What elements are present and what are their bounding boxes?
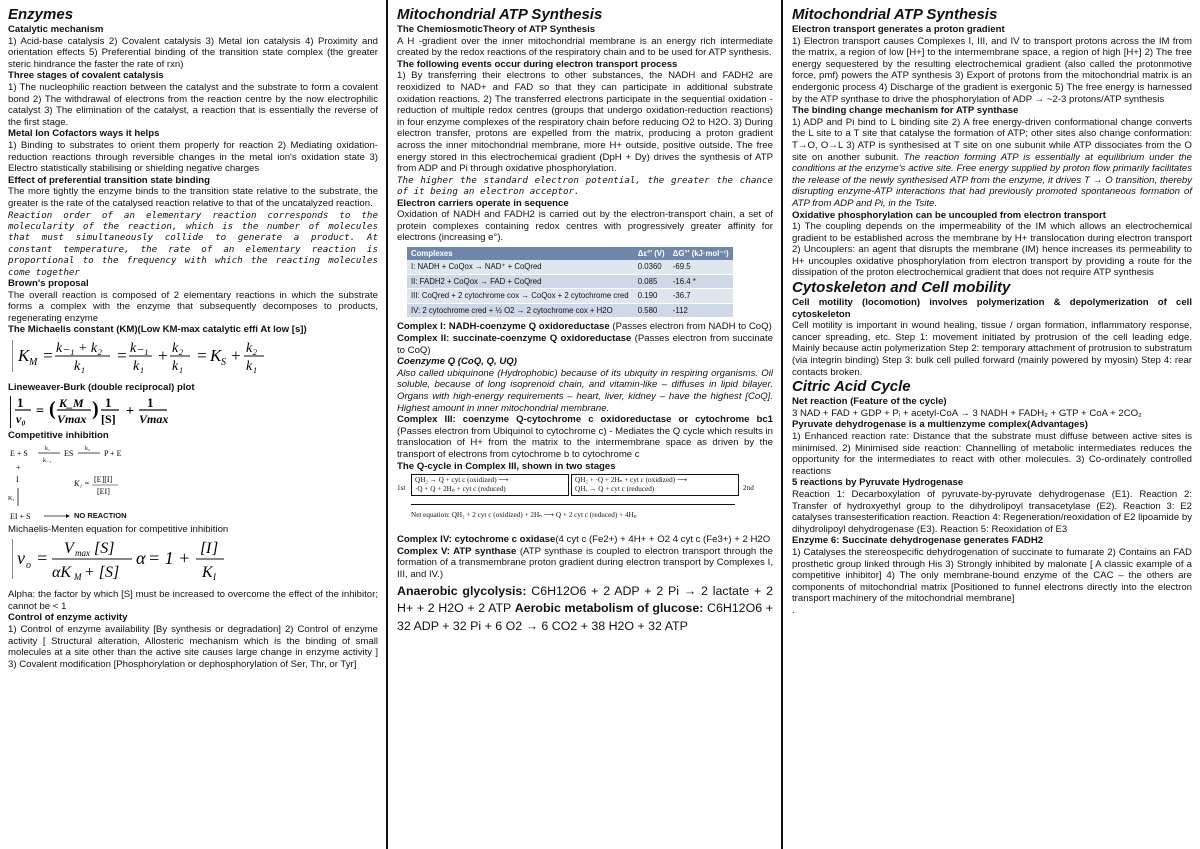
svg-text:I: I bbox=[16, 474, 19, 484]
svg-text:[E][I]: [E][I] bbox=[94, 474, 113, 484]
svg-text:1: 1 bbox=[147, 395, 154, 410]
complex-5-text: (ATP synthase is coupled to electron transport through the formation of a transmembrane proton gradient during electron transport by Complexes I, III, and IV.) bbox=[397, 545, 774, 580]
text-preferential-binding: The more tightly the enzyme binds to the transition state relative to the substrate, the greater is the rate of the catalysed reaction relative to that of the uncatalyzed reaction. bbox=[8, 186, 378, 209]
svg-text:Vmax: Vmax bbox=[139, 411, 169, 426]
svg-text:V: V bbox=[64, 540, 74, 558]
heading-michaelis-constant: The Michaelis constant (KM)(Low KM-max catalytic effi At low [s]) bbox=[8, 324, 307, 336]
heading-binding-change: The binding change mechanism for ATP synthase bbox=[792, 105, 1019, 117]
text-enzyme-6: 1) Catalyses the stereospecific dehydrogenation of succinate to fumarate 2) Contains an FAD prosthetic group linked through His 3) Strongly inhibited by malonate [ A classic example of a competitive inhibitor] 4) The only membrane-bound enzyme of the CAC – the others are components of mitochondrial matrix [Positioned to funnel electrons directly into the electron transport machinery of the mitochondrial membrane] bbox=[792, 546, 1192, 605]
heading-mm-competitive: Michaelis-Menten equation for competitive inhibition bbox=[8, 523, 229, 535]
svg-text:α: α bbox=[136, 548, 146, 569]
q-cycle-net-box bbox=[411, 504, 735, 520]
section-title-mito-atp-2: Mitochondrial ATP Synthesis bbox=[792, 6, 998, 23]
heading-cell-motility: Cell motility (locomotion) involves polymerization & depolymerization of cell cytoskeleton bbox=[792, 297, 1192, 320]
trailing-dot: . bbox=[792, 604, 795, 616]
text-alpha: Alpha: the factor by which [S] must be increased to overcome the effect of the inhibitor; cannot be < 1 bbox=[8, 589, 378, 612]
heading-five-reactions: 5 reactions by Pyruvate Hydrogenase bbox=[792, 477, 964, 489]
q-cycle-diagram bbox=[397, 474, 773, 532]
glycolysis-equations bbox=[397, 583, 773, 636]
heading-q-cycle: The Q-cycle in Complex III, shown in two stages bbox=[397, 460, 616, 472]
svg-text:I: I bbox=[206, 540, 212, 558]
text-events: 1) By transferring their electrons to other substances, the NADH and FADH2 are reoxidized to NAD+ and FAD so that they can participate in additional substrate oxidation reactions. 2) The transferred electrons participate in the sequential oxidation - reduction of multiple redox centres (groups that undergo oxidation-reduction reactions) in four enzyme complexes of the respiratory chain before reducing O2 to H2O. 3) During electron transfer, protons are expelled from the matrix, producing a proton gradient across the inner mitochondrial membrane, more H+ outside, positive outside. The free energy stored in this electrochemical gradient (DpH + Dy) drives the synthesis of ATP from ADP and Pi through oxidative phosphorylation. bbox=[397, 70, 773, 175]
text-three-stages: 1) The nucleophilic reaction between the catalyst and the substrate to form a covalent bond 2) The withdrawal of electrons from the reaction centre by the now electrophilic catalyst 3) The elimination of the catalyst, a reaction that is essentially the reverse of the first stage. bbox=[8, 81, 378, 128]
q-cycle-net-equation: Net equation: QH₂ + 2 cyt c (oxidized) + 2Hₙ ⟶ Q + 2 cyt c (reduced) + 4Hₚ bbox=[411, 511, 637, 520]
svg-text:k₁: k₁ bbox=[172, 358, 184, 374]
text-control-enzyme: 1) Control of enzyme availability [By synthesis or degradation] 2) Control of enzyme activity [ Structural alteration, Allosteric mechanism which is the binding of small molecules at a site other than the active site causes large change in enzyme activity ] 3) Covalent modification [Phosphorylation or dephosphorylation of Ser, Thr, or Tyr] bbox=[8, 624, 378, 670]
equation-mm-competitive bbox=[12, 537, 378, 587]
table-cell: -69.5 bbox=[669, 260, 733, 274]
table-row bbox=[407, 274, 733, 289]
complex-1-heading: Complex I: NADH-coenzyme Q oxidoreductase bbox=[397, 321, 610, 333]
q-cycle-stage-2-box bbox=[571, 474, 739, 496]
section-title-cytoskeleton: Cytoskeleton and Cell mobility bbox=[792, 279, 1011, 297]
svg-text:K_M: K_M bbox=[59, 395, 84, 410]
svg-text:S: S bbox=[221, 356, 226, 368]
svg-text:k₋₁ + k₂: k₋₁ + k₂ bbox=[56, 340, 102, 356]
svg-text:k₁: k₁ bbox=[45, 445, 51, 452]
svg-text:αK: αK bbox=[52, 564, 72, 582]
text-browns-proposal: The overall reaction is composed of 2 elementary reactions in which the substrate forms a complex with the enzyme that subsequently decomposes to products, regenerating enzyme bbox=[8, 289, 378, 324]
svg-text:[EI]: [EI] bbox=[97, 486, 110, 496]
mm-comp-equation-graphic bbox=[12, 537, 272, 581]
text-net-reaction: 3 NAD + FAD + GDP + Pᵢ + acetyl-CoA → 3 NADH + FADH₂ + GTP + CoA + 2CO₂ bbox=[792, 407, 1142, 419]
heading-control-enzyme: Control of enzyme activity bbox=[8, 612, 128, 624]
text-proton-gradient: 1) Electron transport causes Complexes I, III, and IV to transport protons across the IM from the matrix, a region of low [H+] to the intermembrane space, a region of high [H+] 2) The free energy sequestered by the resulting electrochemical gradient (also called the protonmotive force, pmf) powers the ATP synthesis 3) Export of protons from the mitochondrial matrix is an endergonic process 4) Discharge of the gradient is exergonic 5) The free energy is harnessed by the ATP synthase to drive the phosphorylation of ADP → ~2-3 protons/ATP synthesis bbox=[792, 35, 1192, 105]
complex-4-heading: Complex IV: cytochrome c oxidase bbox=[397, 534, 556, 546]
anaerobic-equation: C6H12O6 + 2 ADP + 2 Pi → 2 lactate + 2 H+ + 2 H2O + 2 ATP bbox=[397, 583, 773, 615]
text-uncoupled: 1) The coupling depends on the impermeability of the IM which allows an electrochemical gradient to be established across the membrane by H+ translocation during electron transport 2) Uncouplers: an agent that disrupts the membrane (IM) hence increases its permeability to H+ uncouples oxidative phosphorylation from electron transport by providing a route for the dissipation of the proton electrochemical gradient that does not require ATP synthesis bbox=[792, 221, 1192, 279]
svg-text:+: + bbox=[126, 403, 134, 419]
svg-text:[: [ bbox=[200, 540, 207, 558]
heading-proton-gradient: Electron transport generates a proton gradient bbox=[792, 24, 1005, 35]
svg-text:k₂: k₂ bbox=[246, 340, 258, 356]
section-title-mito-atp: Mitochondrial ATP Synthesis bbox=[397, 6, 603, 23]
heading-uncoupled: Oxidative phosphorylation can be uncoupled from electron transport bbox=[792, 209, 1106, 221]
text-metal-ion: 1) Binding to substrates to orient them properly for reaction 2) Mediating oxidation-reduction reactions through reversible changes in the metal ion's oxidation state 3) Electro statistically stabilising or shielding negative charges bbox=[8, 139, 378, 175]
heading-three-stages: Three stages of covalent catalysis bbox=[8, 70, 164, 82]
q-cycle-stage-2-label: 2nd bbox=[743, 484, 754, 493]
svg-text:k₁: k₁ bbox=[246, 358, 258, 374]
svg-text:k₋₁: k₋₁ bbox=[130, 340, 149, 356]
anaerobic-heading: Anaerobic glycolysis: bbox=[397, 583, 527, 598]
column-divider-2 bbox=[781, 0, 783, 849]
svg-text:1: 1 bbox=[17, 395, 24, 410]
heading-net-reaction: Net reaction (Feature of the cycle) bbox=[792, 396, 947, 408]
svg-text:): ) bbox=[92, 397, 99, 420]
equation-michaelis-constant bbox=[12, 338, 378, 380]
km-equation-graphic bbox=[12, 338, 312, 374]
svg-text:=: = bbox=[42, 345, 54, 365]
complex-5-heading: Complex V: ATP synthase bbox=[397, 545, 517, 557]
text-binding-change-italic: The reaction forming ATP is essentially at equilibrium under the conditions at the enzyme's active site. Free energy supplied by proton flow primarily facilitates the release of the newly synthesised ATP from the enzyme, it drives T → O transition, thereby disrupting enzyme-ATP interactions that had previously promoted spontaneous formation of ATP from ADP and Pi, in the Tsite. bbox=[792, 151, 1192, 209]
text-binding-change: 1) ADP and Pi bind to L binding site 2) A free energy-driven conformational change converts the L site to a T site that catalyse the formation of ATP; other sites also change conformation: T→O, O→L 3) ATP is synthesised at T site on one subunit while ATP dissociates from the O site on another subunit. bbox=[792, 116, 1192, 163]
competitive-inhibition-scheme bbox=[8, 444, 378, 522]
svg-text:= 1 +: = 1 + bbox=[148, 548, 191, 569]
complexes-table bbox=[407, 247, 733, 319]
table-cell: -36.7 bbox=[669, 289, 733, 304]
svg-text:I: I bbox=[213, 572, 216, 582]
table-cell: -112 bbox=[669, 303, 733, 318]
table-cell: 0.190 bbox=[634, 289, 669, 304]
column-mito-atp-1 bbox=[389, 0, 781, 849]
complex-3-text: (Passes electron from Ubiquinol to cytochrome c) - Mediates the Q cycle which results in translocation of H+ from the matrix to the intermembrane space as driven by the transport of electrons from cytochrome b to cytochrome c bbox=[397, 425, 773, 460]
heading-events: The following events occur during electron transport process bbox=[397, 58, 678, 70]
table-header: Δε°' (V) bbox=[634, 247, 669, 261]
table-row bbox=[407, 289, 733, 304]
svg-text:=: = bbox=[196, 345, 208, 365]
column-mito-atp-2 bbox=[784, 0, 1200, 849]
svg-text:+: + bbox=[230, 345, 242, 365]
q-stage-1-line-1: QH₂ → Q + cyt c (oxidized) ⟶ bbox=[415, 476, 509, 485]
svg-text:max: max bbox=[75, 548, 90, 559]
text-reaction-order: Reaction order of an elementary reaction corresponds to the molecularity of the reaction, which is the number of molecules that must simultaneously collide to generate a product. At constant temperature, the rate of an elementary reaction is proportional to the frequency with which the reacting molecules come together bbox=[8, 209, 378, 278]
svg-text:ES: ES bbox=[64, 448, 74, 458]
text-chemiosmotic: A H -gradient over the inner mitochondrial membrane is an energy rich intermediate created by the redox reactions of the respiratory chain and to be used for ATP synthesis. bbox=[397, 35, 773, 59]
text-catalytic-mechanism: 1) Acid-base catalysis 2) Covalent catalysis 3) Metal ion catalysis 4) Proximity and orientation effects 5) Preferential binding of the transition state complex (the greater steric hindrance the faster the rate of rxn) bbox=[8, 35, 378, 70]
text-five-reactions: Reaction 1: Decarboxylation of pyruvate-by-pyruvate dehydrogenase (E1). Reaction 2: Transfer of hydroxyethyl group to the dihydrolipoyl transacetylase (E2). Reaction 3: E2 catalyses transesterification reaction. Reaction 4: Regeneration/reoxidation of E2 lipoamide by dihydrolipoyl dehydrogenase (E3). Reaction 5: Reoxidation of E3 bbox=[792, 488, 1192, 535]
table-header: ΔG°' (kJ·mol⁻¹) bbox=[669, 247, 733, 261]
table-cell: I: NADH + CoQox → NAD⁺ + CoQred bbox=[407, 260, 634, 274]
q-cycle-stage-1-label: 1st bbox=[397, 484, 406, 493]
heading-competitive-inhibition: Competitive inhibition bbox=[8, 430, 109, 442]
table-cell: IV: 2 cytochrome cred + ½ O2 → 2 cytochrome cox + H2O bbox=[407, 303, 634, 318]
complex-4-paragraph bbox=[397, 534, 773, 546]
q-stage-2-line-2: QHₓ → Q + cyt c (reduced) bbox=[575, 485, 655, 494]
svg-text:1: 1 bbox=[105, 395, 112, 410]
svg-text:=: = bbox=[116, 345, 128, 365]
equation-lineweaver-burk bbox=[10, 396, 378, 429]
svg-text:]: ] bbox=[212, 540, 219, 558]
complex-2-heading: Complex II: succinate-coenzyme Q oxidoreductase bbox=[397, 333, 632, 344]
svg-text:M: M bbox=[29, 356, 38, 368]
svg-text:v: v bbox=[17, 548, 25, 569]
text-electron-carriers: Oxidation of NADH and FADH2 is carried out by the electron-transport chain, a set of protein complexes containing redox centres with progressively greater affinity for electrons (increasing e°). bbox=[397, 209, 773, 244]
svg-text:[S]: [S] bbox=[94, 540, 115, 558]
complex-3-heading: Complex III: coenzyme Q-cytochrome c oxidoreductase or cytochrome bc1 bbox=[397, 414, 773, 426]
svg-text:k₁: k₁ bbox=[74, 358, 86, 374]
table-cell: II: FADH2 + CoQox → FAD + CoQred bbox=[407, 274, 634, 289]
svg-text:=: = bbox=[36, 403, 44, 419]
svg-text:EI + S: EI + S bbox=[10, 511, 31, 521]
table-header: Complexes bbox=[407, 247, 634, 261]
q-cycle-stage-1-box bbox=[411, 474, 569, 496]
svg-text:k₂: k₂ bbox=[85, 445, 91, 452]
column-divider-1 bbox=[386, 0, 388, 849]
lb-equation-graphic bbox=[15, 396, 215, 426]
svg-text:K₁: K₁ bbox=[8, 495, 15, 502]
heading-coenzyme-q: Coenzyme Q (CoQ, Q, UQ) bbox=[397, 356, 517, 368]
svg-text:[S]: [S] bbox=[101, 411, 116, 426]
heading-pdh-complex: Pyruvate dehydrogenase is a multienzyme complex(Advantages) bbox=[792, 419, 1088, 431]
table-cell: III: CoQred + 2 cytochrome cox → CoQox + 2 cytochrome cred bbox=[407, 289, 634, 304]
text-higher-potential: The higher the standard electron potential, the greater the chance of it being an electron acceptor. bbox=[397, 174, 773, 198]
svg-text:+: + bbox=[157, 345, 169, 365]
complex-5-paragraph bbox=[397, 546, 773, 581]
complex-1-text: (Passes electron from NADH to CoQ) bbox=[612, 321, 772, 333]
svg-text:M: M bbox=[74, 572, 82, 582]
aerobic-equation: C6H12O6 + 32 ADP + 32 Pi + 6 O2 → 6 CO2 + 38 H2O + 32 ATP bbox=[397, 601, 773, 633]
svg-text:K₁ =: K₁ = bbox=[74, 478, 90, 488]
complex-3-paragraph bbox=[397, 414, 773, 460]
heading-enzyme-6: Enzyme 6: Succinate dehydrogenase generates FADH2 bbox=[792, 535, 1044, 547]
complex-2-text: (Passes electron from succinate to CoQ) bbox=[397, 333, 773, 356]
svg-text:K: K bbox=[202, 564, 213, 582]
heading-preferential-binding: Effect of preferential transition state binding bbox=[8, 174, 211, 186]
q-stage-2-line-1: QH₂ + ·Q + 2Hₙ + cyt c (oxidized) ⟶ bbox=[575, 476, 688, 485]
heading-browns-proposal: Brown's proposal bbox=[8, 277, 89, 289]
text-pdh-complex: 1) Enhanced reaction rate: Distance that the substrate must diffuse between active sites is minimised. 2) Minimised side reaction: Channelling of metabolic intermediates reduces the opportunity for the intermediates to react with other molecules. 3) Co-ordinately controlled reactions bbox=[792, 431, 1192, 477]
svg-text:o: o bbox=[26, 560, 31, 572]
table-cell: -16.4 * bbox=[669, 274, 733, 289]
svg-text:+ [S]: + [S] bbox=[84, 564, 120, 582]
svg-text:+: + bbox=[16, 462, 21, 472]
section-title-citric-acid: Citric Acid Cycle bbox=[792, 378, 911, 396]
q-stage-1-line-2: ·Q + Q + 2Hₚ + cyt c (reduced) bbox=[415, 485, 506, 494]
svg-text:k₂: k₂ bbox=[172, 340, 184, 356]
svg-text:v₀: v₀ bbox=[16, 411, 26, 426]
binding-change-paragraph bbox=[792, 117, 1192, 210]
svg-text:k₁: k₁ bbox=[133, 358, 145, 374]
heading-chemiosmotic: The ChemiosmoticTheory of ATP Synthesis bbox=[397, 24, 596, 35]
svg-text:k₋₁: k₋₁ bbox=[43, 457, 52, 464]
column-enzymes bbox=[0, 0, 386, 849]
complex-4-text: (4 cyt c (Fe2+) + 4H+ + O2 4 cyt c (Fe3+) + 2 H2O bbox=[555, 534, 771, 546]
aerobic-heading: Aerobic metabolism of glucose: bbox=[514, 601, 704, 615]
table-cell: 0.085 bbox=[634, 274, 669, 289]
svg-text:=: = bbox=[36, 548, 49, 569]
heading-lineweaver-burk: Lineweaver-Burk (double reciprocal) plot bbox=[8, 381, 195, 393]
heading-electron-carriers: Electron carriers operate in sequence bbox=[397, 197, 569, 209]
complex-2-paragraph bbox=[397, 333, 773, 356]
table-cell: 0.0360 bbox=[634, 260, 669, 274]
section-title-enzymes: Enzymes bbox=[8, 6, 74, 23]
table-row bbox=[407, 303, 733, 318]
svg-text:P + E: P + E bbox=[104, 448, 122, 458]
table-header-row bbox=[407, 247, 733, 261]
svg-text:(: ( bbox=[49, 397, 56, 420]
text-coenzyme-q: Also called ubiquinone (Hydrophobic) because of its ubiquity in respiring organisms. Oil soluble, because of long isoprenoid chain, and vitamin-like – diffuses in lipid bilayer. Organs with high-energy requirements – heart, liver, kidney – have the highest [CoQ]. Highest amount in inner mitochondrial membrane. bbox=[397, 367, 773, 414]
heading-metal-ion: Metal Ion Cofactors ways it helps bbox=[8, 128, 160, 140]
svg-text:K: K bbox=[18, 345, 30, 365]
complex-1-paragraph bbox=[397, 321, 773, 333]
no-reaction-label: NO REACTION bbox=[74, 510, 127, 520]
svg-text:K: K bbox=[210, 345, 222, 365]
table-row bbox=[407, 260, 733, 274]
table-cell: 0.580 bbox=[634, 303, 669, 318]
text-cell-motility: Cell motility is important in wound healing, tissue / organ formation, inflammatory response, cancer spreading, etc. Step 1: movement initiated by protrusion of the cell leading edge. Mainly because actin polymerization Step 2: temporary attachment of protrusion to substratum (via integrin binding) Step 3: bulk cell pulled forward (mainly powered by myosin) Step 4: rear contacts broken. bbox=[792, 320, 1192, 378]
svg-text:Vmax: Vmax bbox=[57, 411, 87, 426]
svg-text:E + S: E + S bbox=[10, 448, 28, 458]
heading-catalytic-mechanism: Catalytic mechanism bbox=[8, 24, 104, 35]
